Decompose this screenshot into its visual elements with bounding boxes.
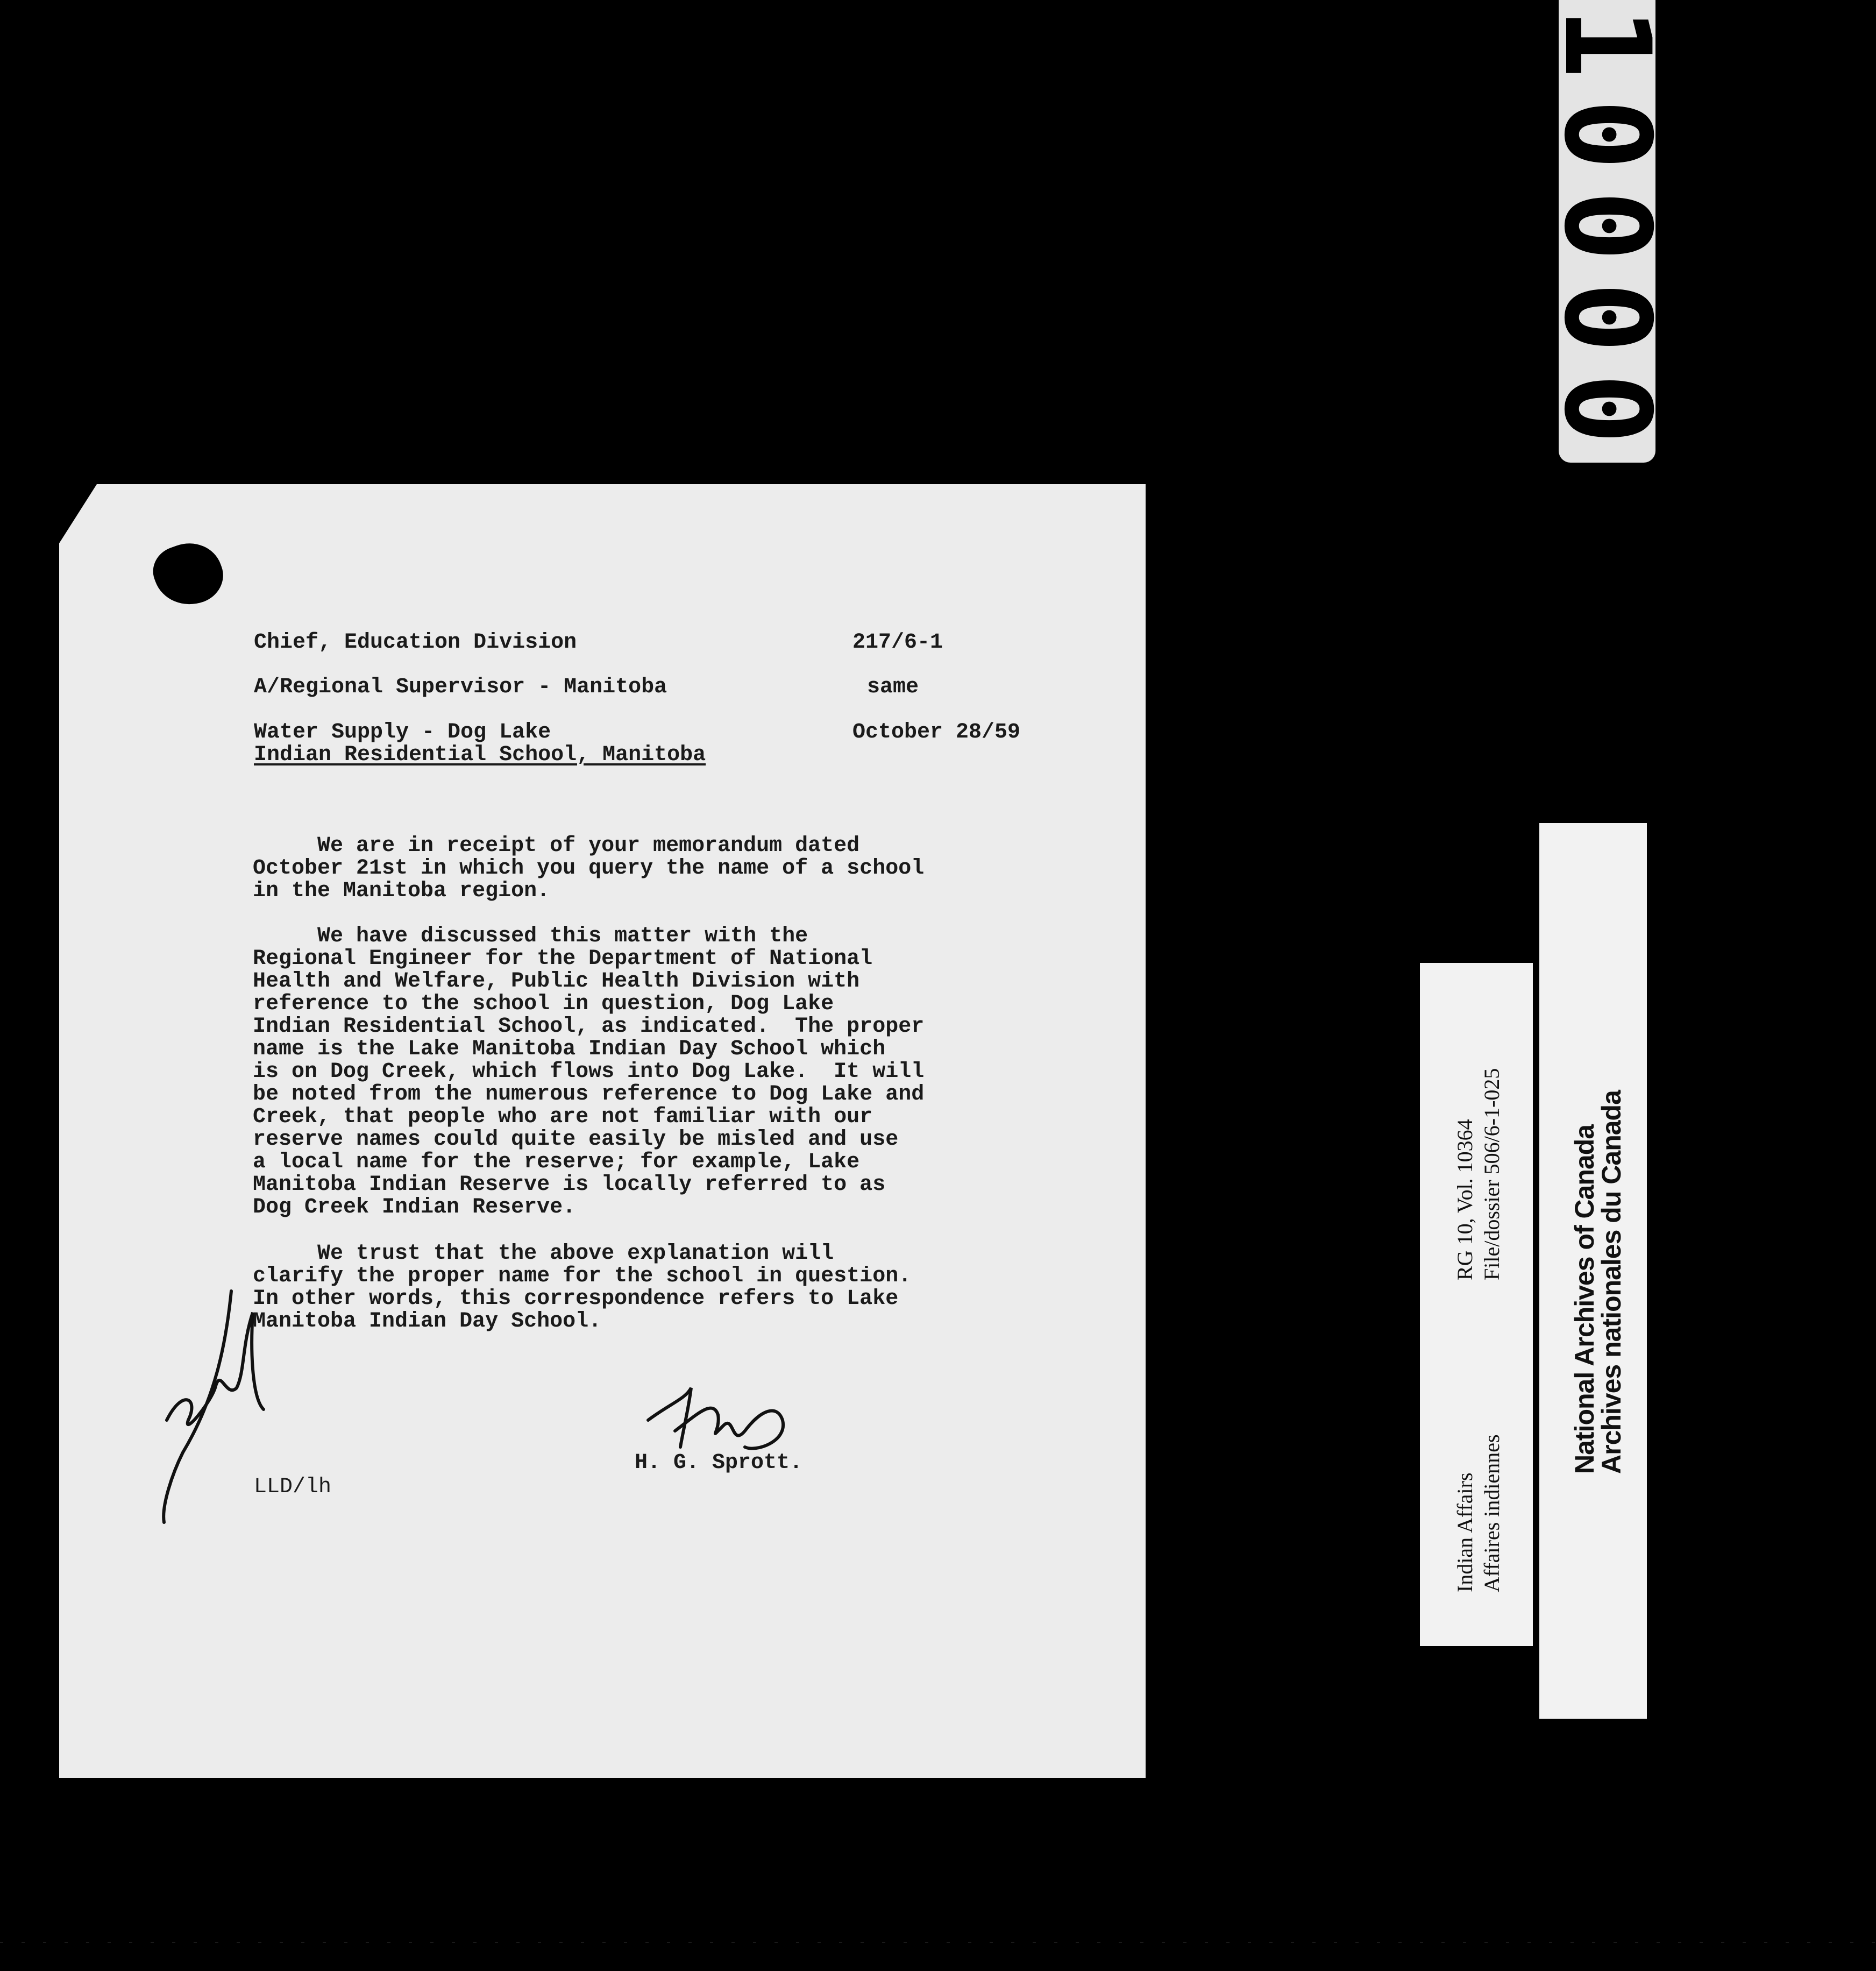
page-corner-fold [59, 484, 97, 543]
memo-to: Chief, Education Division [254, 630, 577, 655]
memo-paragraph: We are in receipt of your memorandum dated October 21st in which you query the name of a school in the Manitoba region. [253, 834, 925, 903]
label-volume: RG 10, Vol. 10364 [1453, 1119, 1477, 1280]
memo-reference-initials: LLD/lh [254, 1475, 332, 1499]
reel-digit: 1 [1538, 7, 1676, 79]
reel-digit: 0 [1538, 281, 1676, 353]
label-institution-en: National Archives of Canada [1569, 1124, 1600, 1474]
memo-signatory: H. G. Sprott. [635, 1451, 803, 1475]
memo-paragraph: We trust that the above explanation will clarify the proper name for the school in question. In other words, this correspondence refers to Lake Manitoba Indian Day School. [253, 1242, 912, 1334]
reel-frame-counter [1538, 0, 1676, 463]
memo-paragraph: We have discussed this matter with the Regional Engineer for the Department of National Health and Welfare, Public Health Division with reference to the school in question, Dog Lake Indian Residential School, as indicated. The proper name is the Lake Manitoba Indian Day School which is on Dog Creek, which flows into Dog Lake. It will be noted from the numerous reference to Dog Lake and Creek, that people who are not familiar with our reserve names could quite easily be misled and use a local name for the reserve; for example, Lake Manitoba Indian Reserve is locally referred to as Dog Creek Indian Reserve. [253, 924, 925, 1220]
memo-from: A/Regional Supervisor - Manitoba [254, 675, 667, 699]
memo-subject-line-1: Water Supply - Dog Lake [254, 720, 551, 745]
label-file: File/dossier 506/6-1-025 [1480, 1068, 1504, 1280]
archive-institution-card [1539, 823, 1647, 1719]
label-institution-fr: Archives nationales du Canada [1596, 1090, 1626, 1474]
reel-digit: 0 [1538, 190, 1676, 262]
reel-digit: 0 [1538, 98, 1676, 171]
reel-digit: 0 [1538, 373, 1676, 445]
film-edge-artifacts [0, 1942, 1876, 1943]
label-dept-fr: Affaires indiennes [1480, 1434, 1504, 1592]
memo-file-ref: same [867, 675, 919, 699]
memo-file-no: 217/6-1 [852, 630, 943, 655]
memo-date: October 28/59 [852, 720, 1021, 745]
memo-subject-line-2: Indian Residential School, Manitoba [254, 743, 706, 767]
archive-label-card [1420, 963, 1533, 1646]
label-dept-en: Indian Affairs [1453, 1472, 1477, 1592]
